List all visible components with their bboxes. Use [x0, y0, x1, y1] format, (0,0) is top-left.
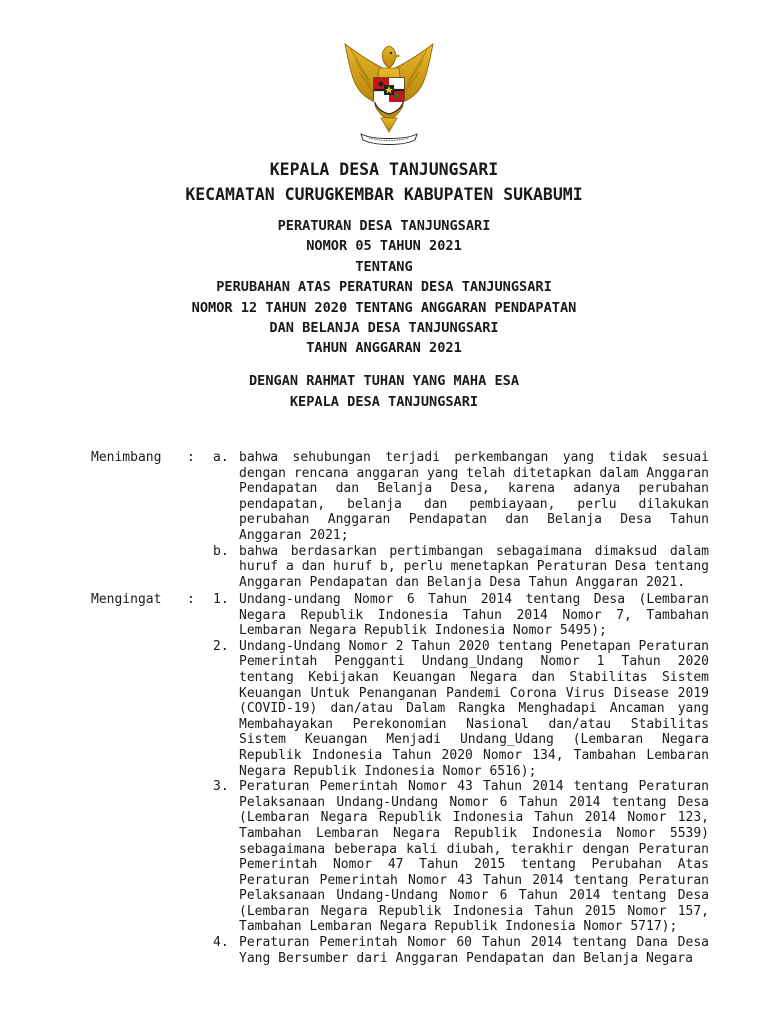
item-marker: 4. [213, 935, 229, 951]
list-item [213, 935, 709, 966]
header-line-2: KECAMATAN CURUGKEMBAR KABUPATEN SUKABUMI [185, 185, 583, 204]
list-item [213, 544, 709, 591]
item-text: bahwa berdasarkan pertimbangan sebagaimana dimaksud dalam huruf a dan huruf b, perlu menetapkan Peraturan Desa tentang Anggaran Pendapatan dan Belanja Desa Tahun Anggaran 2021. [239, 543, 709, 590]
regulation-line: NOMOR 12 TAHUN 2020 TENTANG ANGGARAN PENDAPATAN [191, 299, 577, 316]
item-marker: b. [213, 543, 229, 559]
item-text: bahwa sehubungan terjadi perkembangan yang tidak sesuai dengan rencana anggaran yang telah ditetapkan dalam Anggaran Pendapatan dan Belanja Desa, karena adanya perubahan pendapatan, belanja dan pembiayaan, perlu dilakukan perubahan Anggaran Pendapatan dan Belanja Desa Tahun Anggaran 2021; [239, 450, 709, 543]
list-item [213, 592, 709, 639]
item-marker: 2. [213, 638, 229, 654]
garuda-emblem-icon [339, 40, 439, 146]
header-line-1: KEPALA DESA TANJUNGSARI [269, 160, 499, 179]
item-marker: 3. [213, 779, 229, 795]
regulation-line: DAN BELANJA DESA TANJUNGSARI [269, 320, 499, 337]
section-colon: : [187, 592, 195, 607]
regulation-line: TENTANG [355, 258, 413, 275]
section-label: Mengingat [91, 592, 162, 607]
preamble [60, 371, 708, 413]
document-header [60, 157, 708, 207]
list-item [213, 450, 709, 544]
section-colon: : [187, 450, 195, 465]
list-item [213, 779, 709, 935]
regulation-line: NOMOR 05 TAHUN 2021 [306, 238, 462, 255]
item-marker: 1. [213, 592, 229, 607]
legal-basis-list [213, 592, 709, 966]
item-text: Undang-Undang Nomor 2 Tahun 2020 tentang Penetapan Peraturan Pemerintah Pengganti Undang_Undang Nomor 1 Tahun 2020 tentang Kebijakan Keuangan Negara dan Stabilitas Sistem Keuangan Untuk Penanganan Pandemi Corona Virus Disease 2019 (COVID-19) dan/atau Dalam Rangka Menghadapi Ancaman yang Membahayakan Perekonomian Nasional dan/atau Stabilitas Sistem Keuangan Menjadi Undang_Udang (Lembaran Negara Republik Indonesia Tahun 2020 Nomor 134, Tambahan Lembaran Negara Republik Indonesia Nomor 6516); [239, 638, 709, 779]
regulation-line: PERATURAN DESA TANJUNGSARI [277, 218, 491, 234]
item-text: Peraturan Pemerintah Nomor 43 Tahun 2014 tentang Peraturan Pelaksanaan Undang-Undang Nomor 6 Tahun 2014 tentang Desa (Lembaran Negara Republik Indonesia Tahun 2014 Nomor 123, Tambahan Lembaran Negara Republik Indonesia Nomor 5539) sebagaimana beberapa kali diubah, terakhir dengan Peraturan Pemerintah Nomor 47 Tahun 2015 tentang Perubahan Atas Peraturan Pemerintah Nomor 43 Tahun 2014 tentang Peraturan Pelaksanaan Undang-Undang Nomor 6 Tahun 2014 tentang Desa (Lembaran Negara Republik Indonesia Tahun 2015 Nomor 157, Tambahan Lembaran Negara Republik Indonesia Nomor 5717); [239, 779, 709, 935]
preamble-line-1: DENGAN RAHMAT TUHAN YANG MAHA ESA [248, 373, 520, 389]
item-text: Undang-undang Nomor 6 Tahun 2014 tentang Desa (Lembaran Negara Republik Indonesia Tahun 2014 Nomor 7, Tambahan Lembaran Negara Republik Indonesia Nomor 5495); [239, 592, 709, 639]
section-label: Menimbang [91, 450, 162, 465]
preamble-line-2: KEPALA DESA TANJUNGSARI [289, 394, 479, 410]
regulation-title [60, 216, 708, 359]
list-item [213, 639, 709, 779]
regulation-line: PERUBAHAN ATAS PERATURAN DESA TANJUNGSARI [216, 279, 552, 296]
item-marker: a. [213, 450, 229, 465]
regulation-line: TAHUN ANGGARAN 2021 [306, 340, 462, 357]
consideration-list [213, 450, 709, 590]
item-text: Peraturan Pemerintah Nomor 60 Tahun 2014 tentang Dana Desa Yang Bersumber dari Anggaran Pendapatan dan Belanja Negara [239, 935, 709, 966]
